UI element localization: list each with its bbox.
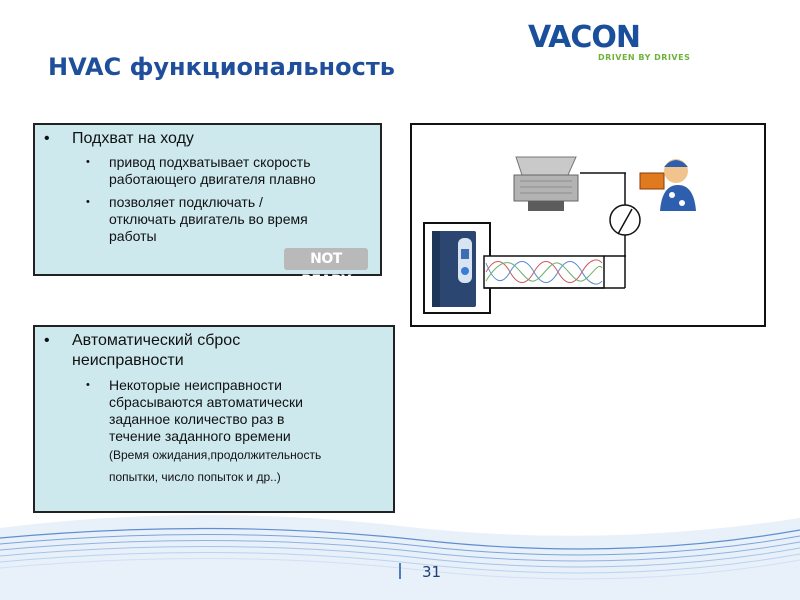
footer-wave-decoration bbox=[0, 508, 800, 600]
logo-tagline: DRIVEN BY DRIVES bbox=[598, 53, 691, 62]
sub-bullet-icon: • bbox=[86, 196, 90, 208]
box2-sub-line4: течение заданного времени bbox=[109, 428, 291, 444]
box2-heading-line2: неисправности bbox=[72, 352, 184, 369]
page-number: 31 bbox=[422, 563, 442, 581]
box2-sub-line2: сбрасываются автоматически bbox=[109, 394, 303, 410]
box2-sub-line1: Некоторые неисправности bbox=[109, 377, 282, 393]
box1-heading: Подхват на ходу bbox=[72, 130, 194, 147]
bullet-icon: • bbox=[44, 130, 50, 147]
box2-sub-line5: (Время ожидания,продолжительность bbox=[109, 448, 322, 462]
box2-heading-line1: Автоматический сброс bbox=[72, 332, 241, 349]
box1-sub1-line2: работающего двигателя плавно bbox=[109, 171, 316, 187]
logo-wordmark: VACON bbox=[528, 20, 641, 55]
box1-sub2-line2: отключать двигатель во время bbox=[109, 211, 308, 227]
not-ready-badge: NOT READY bbox=[284, 248, 368, 270]
page-number-separator bbox=[399, 563, 401, 579]
vacon-logo bbox=[528, 20, 691, 66]
motor-switch-icon bbox=[610, 205, 640, 235]
roof-fan-icon bbox=[514, 157, 578, 211]
service-technician-icon bbox=[640, 159, 696, 211]
sub-bullet-icon: • bbox=[86, 379, 90, 391]
box1-sub2-line1: позволяет подключать / bbox=[109, 194, 263, 210]
box1-sub1-line1: привод подхватывает скорость bbox=[109, 154, 311, 170]
box2-sub-line6: попытки, число попыток и др..) bbox=[109, 470, 281, 484]
box2-sub-line3: заданное количество раз в bbox=[109, 411, 285, 427]
diagram-drawing bbox=[410, 123, 766, 327]
box1-sub2-line3: работы bbox=[109, 228, 157, 244]
bullet-icon: • bbox=[44, 332, 50, 349]
sine-wave-icon bbox=[484, 256, 604, 288]
slide-title: HVAC функциональность bbox=[48, 53, 395, 81]
frequency-drive-icon bbox=[424, 223, 490, 313]
sub-bullet-icon: • bbox=[86, 156, 90, 168]
